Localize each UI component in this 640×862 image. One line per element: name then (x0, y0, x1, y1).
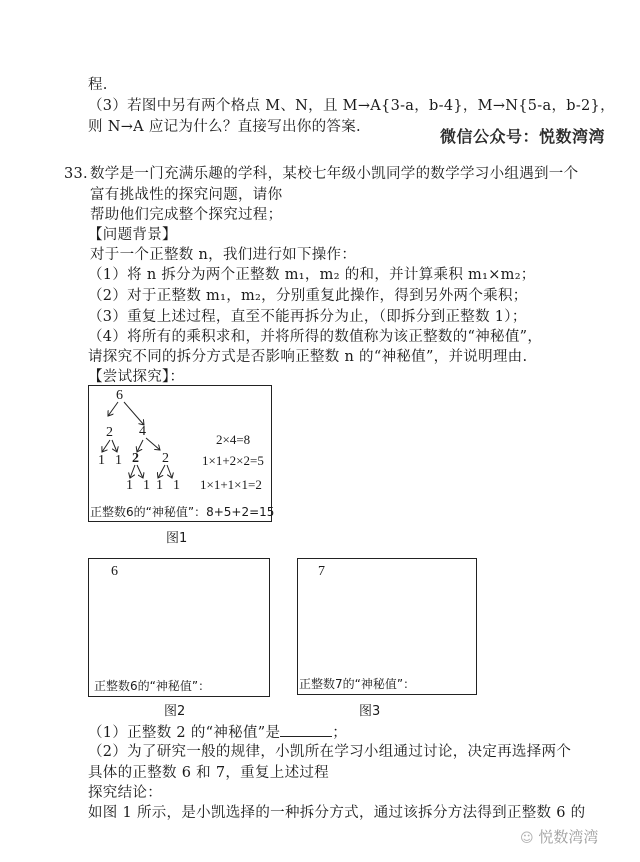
tree-node-l2-a: 1 (98, 453, 105, 468)
tree-node-root: 6 (116, 388, 123, 403)
figure1-caption: 图1 (166, 531, 188, 546)
tree-node-l3-d: 1 (173, 478, 180, 493)
prev-question-part3-line2: 则 N→A 应记为什么？直接写出你的答案. (88, 119, 361, 135)
question-number: 33. (64, 166, 88, 182)
question-intro-line2: 富有挑战性的探究问题，请你 (90, 187, 283, 203)
figure3-result-label: 正整数7的“神秘值”： (299, 677, 416, 691)
figure2-caption: 图2 (164, 704, 186, 719)
step-3: （3）重复上述过程，直至不能再拆分为止，（即拆分到正整数 1）； (88, 309, 527, 325)
tree-node-l3-a: 1 (126, 478, 133, 493)
figure1-result-label: 正整数6的“神秘值”：8+5+2=15 (90, 505, 275, 519)
subquestion-1-prefix: （1）正整数 2 的“神秘值”是 (88, 725, 281, 741)
equation-2: 1×1+2×2=5 (202, 453, 264, 468)
arrow-2-to-1a (102, 440, 110, 452)
tree-node-l3-b: 1 (143, 478, 150, 493)
tree-node-l2-b: 1 (115, 453, 122, 468)
arrow-6-to-4 (124, 402, 144, 425)
arrow-4-to-2b (146, 438, 160, 450)
subquestion-1-suffix: ； (332, 725, 348, 741)
answer-blank[interactable] (280, 722, 332, 737)
question-prompt: 请探究不同的拆分方式是否影响正整数 n 的“神秘值”，并说明理由. (88, 349, 528, 365)
subquestion-2-line2: 具体的正整数 6 和 7，重复上述过程 (88, 765, 329, 781)
subquestion-2-line1: （2）为了研究一般的规律，小凯所在学习小组通过讨论，决定再选择两个 (88, 744, 572, 760)
step-2: （2）对于正整数 m₁，m₂，分别重复此操作，得到另外两个乘积； (88, 288, 528, 304)
tree-node-l2-d: 2 (162, 451, 169, 466)
question-intro-line1: 数学是一门充满乐趣的学科，某校七年级小凯同学的数学学习小组遇到一个 (90, 166, 579, 182)
arrow-6-to-2 (108, 402, 118, 416)
background-intro: 对于一个正整数 n，我们进行如下操作： (90, 247, 357, 263)
explore-heading: 【尝试探究】： (88, 369, 185, 385)
watermark-bottom-text: 悦数湾湾 (538, 828, 599, 846)
figure3-caption: 图3 (359, 704, 381, 719)
equation-1: 2×4=8 (216, 432, 251, 447)
conclusion-heading: 探究结论： (88, 785, 162, 801)
step-4: （4）将所有的乘积求和，并将所得的数值称为该正整数的“神秘值”， (88, 329, 543, 345)
wechat-logo-icon: ☺ (520, 831, 534, 846)
tree-node-l2-c: 2 (132, 451, 139, 466)
subquestion-1 (88, 722, 347, 742)
tree-node-l3-c: 1 (156, 478, 163, 493)
conclusion-line1: 如图 1 所示，是小凯选择的一种拆分方式，通过该拆分方法得到正整数 6 的 (88, 805, 586, 821)
equation-3: 1×1+1×1=2 (200, 477, 262, 492)
background-heading: 【问题背景】 (88, 227, 177, 243)
wechat-watermark-top: 微信公众号：悦数湾湾 (440, 127, 606, 146)
question-intro-line3: 帮助他们完成整个探究过程； (90, 207, 283, 223)
tree-node-l1-b: 4 (139, 424, 146, 439)
prev-question-tail: 程. (88, 77, 108, 93)
tree-node-l1-a: 2 (106, 425, 113, 440)
prev-question-part3-line1: （3）若图中另有两个格点 M、N，且 M→A{3-a，b-4}，M→N{5-a，b-2}， (88, 98, 615, 114)
figure2-root: 6 (111, 564, 118, 579)
figure2-result-label: 正整数6的“神秘值”： (94, 679, 211, 693)
arrow-2-to-1b (112, 440, 117, 452)
figure3-root: 7 (318, 564, 325, 579)
step-1: （1）将 n 拆分为两个正整数 m₁，m₂ 的和，并计算乘积 m₁×m₂； (88, 267, 536, 283)
wechat-watermark-bottom (520, 826, 598, 847)
